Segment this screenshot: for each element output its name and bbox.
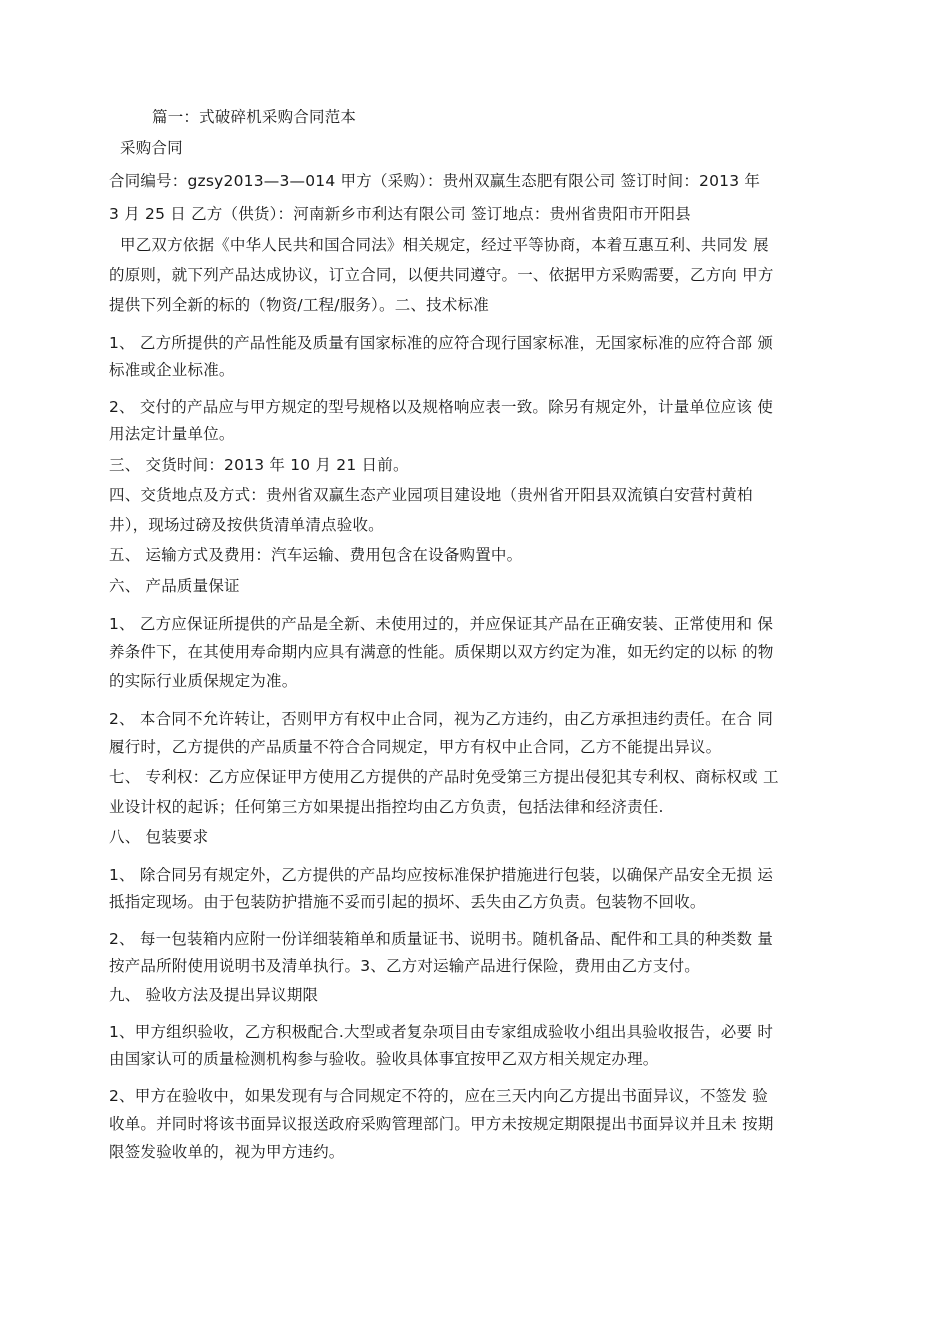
text-line: 甲乙双方依据《中华人民共和国合同法》相关规定，经过平等协商，本着互惠互利、共同发 展 bbox=[120, 236, 769, 254]
text-line: 三、 交货时间：2013 年 10 月 21 日前。 bbox=[109, 456, 409, 474]
text-line: 1、 乙方应保证所提供的产品是全新、未使用过的，并应保证其产品在正确安装、正常使用和 保 bbox=[109, 615, 774, 633]
text-line: 六、 产品质量保证 bbox=[109, 577, 240, 595]
text-line: 2、 交付的产品应与甲方规定的型号规格以及规格响应表一致。除另有规定外，计量单位应该 使 bbox=[109, 398, 774, 416]
text-line: 1、 乙方所提供的产品性能及质量有国家标准的应符合现行国家标准，无国家标准的应符合部 颁 bbox=[109, 334, 774, 352]
text-line: 由国家认可的质量检测机构参与验收。验收具体事宜按甲乙双方相关规定办理。 bbox=[109, 1050, 659, 1068]
text-line: 收单。并同时将该书面异议报送政府采购管理部门。甲方未按规定期限提出书面异议并且未 按期 bbox=[109, 1115, 774, 1133]
text-line: 井），现场过磅及按供货清单清点验收。 bbox=[109, 516, 384, 534]
text-line: 2、甲方在验收中，如果发现有与合同规定不符的，应在三天内向乙方提出书面异议，不签发 验 bbox=[109, 1087, 768, 1105]
document-heading: 篇一：式破碎机采购合同范本 bbox=[152, 108, 357, 126]
text-line: 2、 本合同不允许转让，否则甲方有权中止合同，视为乙方违约，由乙方承担违约责任。在合 同 bbox=[109, 710, 774, 728]
text-line: 标准或企业标准。 bbox=[109, 361, 235, 379]
text-line: 七、 专利权：乙方应保证甲方使用乙方提供的产品时免受第三方提出侵犯其专利权、商标权或 工 bbox=[109, 768, 779, 786]
text-line: 的实际行业质保规定为准。 bbox=[109, 672, 298, 690]
text-line: 1、 除合同另有规定外，乙方提供的产品均应按标准保护措施进行包装，以确保产品安全无损 运 bbox=[109, 866, 774, 884]
text-line: 四、交货地点及方式：贵州省双赢生态产业园项目建设地（贵州省开阳县双流镇白安营村黄柏 bbox=[109, 486, 753, 504]
text-line: 抵指定现场。由于包装防护措施不妥而引起的损坏、丢失由乙方负责。包装物不回收。 bbox=[109, 893, 706, 911]
text-line: 的原则，就下列产品达成协议，订立合同，以便共同遵守。一、依据甲方采购需要，乙方向 甲方 bbox=[109, 266, 774, 284]
text-line: 限签发验收单的，视为甲方违约。 bbox=[109, 1143, 345, 1161]
text-line: 业设计权的起诉；任何第三方如果提出指控均由乙方负责，包括法律和经济责任. bbox=[109, 798, 664, 816]
text-line: 五、 运输方式及费用：汽车运输、费用包含在设备购置中。 bbox=[109, 546, 523, 564]
text-line: 3 月 25 日 乙方（供货）：河南新乡市利达有限公司 签订地点：贵州省贵阳市开阳县 bbox=[109, 205, 691, 223]
text-line: 提供下列全新的标的（物资/工程/服务）。二、技术标准 bbox=[109, 296, 489, 314]
document-subheading: 采购合同 bbox=[120, 139, 183, 157]
text-line: 按产品所附使用说明书及清单执行。3、乙方对运输产品进行保险，费用由乙方支付。 bbox=[109, 957, 700, 975]
text-line: 用法定计量单位。 bbox=[109, 425, 235, 443]
text-line: 1、甲方组织验收，乙方积极配合.大型或者复杂项目由专家组成验收小组出具验收报告，必要 时 bbox=[109, 1023, 774, 1041]
text-line: 八、 包装要求 bbox=[109, 828, 209, 846]
text-line: 2、 每一包装箱内应附一份详细装箱单和质量证书、说明书。随机备品、配件和工具的种类数 量 bbox=[109, 930, 774, 948]
text-line: 九、 验收方法及提出异议期限 bbox=[109, 986, 319, 1004]
text-line: 合同编号：gzsy2013—3—014 甲方（采购）：贵州双赢生态肥有限公司 签订时间：2013 年 bbox=[109, 172, 761, 190]
text-line: 养条件下，在其使用寿命期内应具有满意的性能。质保期以双方约定为准，如无约定的以标 的物 bbox=[109, 643, 774, 661]
text-line: 履行时，乙方提供的产品质量不符合合同规定，甲方有权中止合同，乙方不能提出异议。 bbox=[109, 738, 722, 756]
